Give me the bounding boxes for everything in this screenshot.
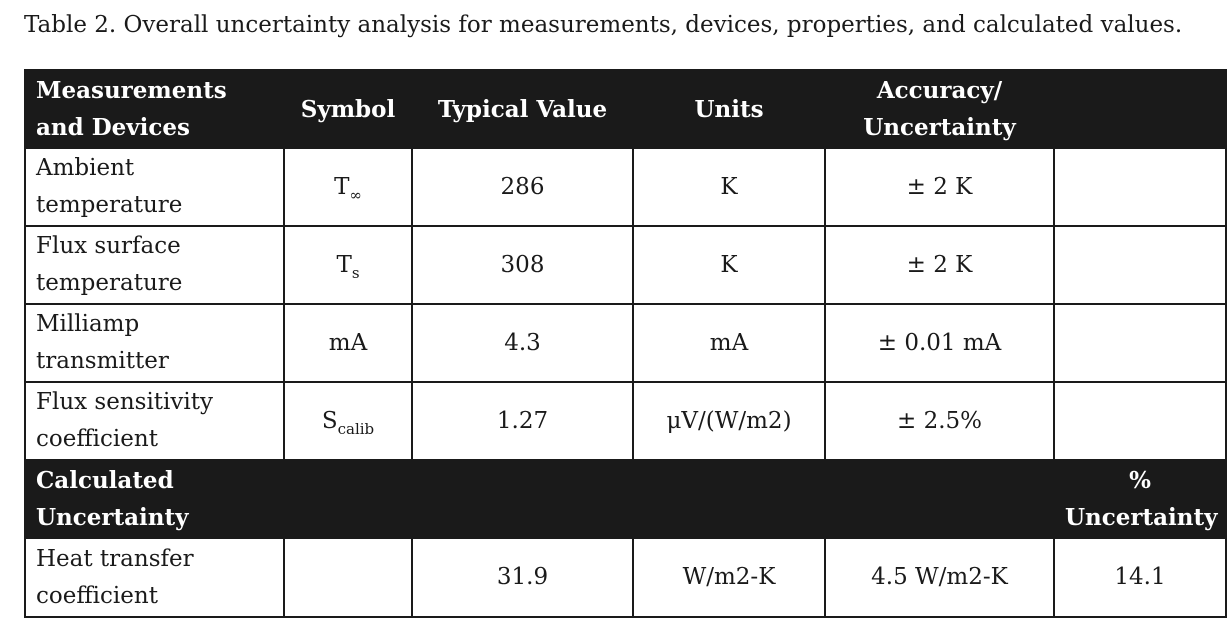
row-units: μV/(W/m2): [633, 382, 825, 460]
header-measurements-devices: Measurements and Devices: [25, 70, 284, 148]
row-typical-value: 308: [412, 226, 633, 304]
calculated-uncertainty-header-row: [25, 460, 1226, 538]
row-symbol: [284, 538, 412, 617]
row-percent: [1054, 304, 1226, 382]
row-percent: [1054, 148, 1226, 226]
row-accuracy: 4.5 W/m2-K: [825, 538, 1054, 617]
header-units: Units: [633, 70, 825, 148]
row-typical-value: 4.3: [412, 304, 633, 382]
row-accuracy: ± 2 K: [825, 226, 1054, 304]
row-name: Flux sensitivity coefficient: [25, 382, 284, 460]
table-header-row: [25, 70, 1226, 148]
row-symbol: $S_{calib}$: [284, 382, 412, 460]
row-name: Flux surface temperature: [25, 226, 284, 304]
table-row: [25, 382, 1226, 460]
row-symbol: mA: [284, 304, 412, 382]
header-blank: [1054, 70, 1226, 148]
row-units: K: [633, 226, 825, 304]
header-accuracy-uncertainty: Accuracy/ Uncertainty: [825, 70, 1054, 148]
table-row: [25, 304, 1226, 382]
row-units: K: [633, 148, 825, 226]
subheader-calculated-uncertainty: Calculated Uncertainty: [25, 460, 284, 538]
row-name: Milliamp transmitter: [25, 304, 284, 382]
table-row: [25, 226, 1226, 304]
row-accuracy: ± 2 K: [825, 148, 1054, 226]
header-symbol: Symbol: [284, 70, 412, 148]
table-row: [25, 148, 1226, 226]
header-typical-value: Typical Value: [412, 70, 633, 148]
row-symbol: $T_s$: [284, 226, 412, 304]
row-typical-value: 286: [412, 148, 633, 226]
row-percent: [1054, 226, 1226, 304]
row-accuracy: ± 2.5%: [825, 382, 1054, 460]
row-percent: [1054, 382, 1226, 460]
row-accuracy: ± 0.01 mA: [825, 304, 1054, 382]
row-units: W/m2-K: [633, 538, 825, 617]
row-name: Heat transfer coefficient: [25, 538, 284, 617]
row-typical-value: 1.27: [412, 382, 633, 460]
row-units: mA: [633, 304, 825, 382]
row-percent: 14.1: [1054, 538, 1226, 617]
table-row: [25, 538, 1226, 617]
uncertainty-table: [24, 69, 1227, 618]
row-name: Ambient temperature: [25, 148, 284, 226]
row-symbol: $T_\infty$: [284, 148, 412, 226]
table-caption: Table 2. Overall uncertainty analysis for measurements, devices, properties, and calculated values.: [24, 12, 1183, 38]
subheader-percent-uncertainty: % Uncertainty: [1054, 460, 1226, 538]
row-typical-value: 31.9: [412, 538, 633, 617]
